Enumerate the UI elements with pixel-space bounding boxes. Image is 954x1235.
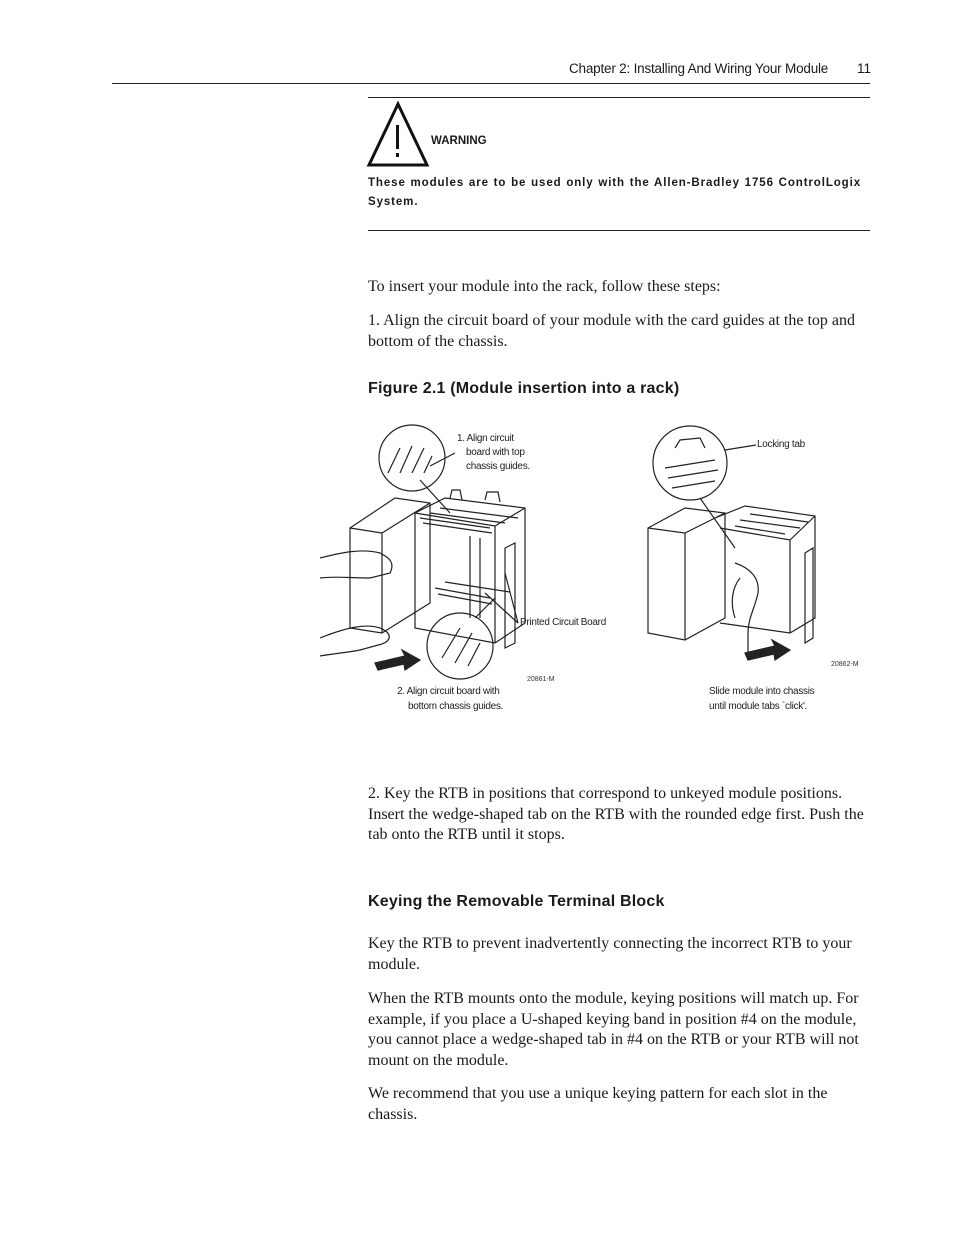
warning-bottom-rule <box>368 230 870 231</box>
keying-paragraph-3: We recommend that you use a unique keying pattern for each slot in the chassis. <box>368 1085 828 1123</box>
intro-paragraph: To insert your module into the rack, follow these steps: <box>368 278 721 295</box>
callout-printed-circuit-board: Printed Circuit Board <box>520 617 606 628</box>
warning-label: WARNING <box>431 135 487 147</box>
callout-align-top-line2: board with top <box>466 447 525 458</box>
section-heading: Keying the Removable Terminal Block <box>368 893 665 910</box>
figure-code-left: 20861-M <box>527 676 555 683</box>
warning-text: These modules are to be used only with the Allen-Bradley 1756 ControlLogix System. <box>368 177 861 208</box>
keying-paragraph-1: Key the RTB to prevent inadvertently connecting the incorrect RTB to your module. <box>368 935 852 973</box>
header-rule <box>112 83 870 84</box>
keying-paragraph-2: When the RTB mounts onto the module, keying positions will match up. For example, if you place a U-shaped keying band in position #4 on the module, you cannot place a wedge-shaped tab in #4 on the RTB or your RTB will not mount on the module. <box>368 990 859 1069</box>
warning-triangle-icon <box>366 101 430 167</box>
callout-locking-tab: Locking tab <box>757 439 805 450</box>
module-insertion-figure <box>320 418 870 723</box>
callout-align-bottom-line2: bottom chassis guides. <box>408 701 504 712</box>
figure-code-right: 20862-M <box>831 661 859 668</box>
callout-align-bottom-line1: 2. Align circuit board with <box>397 686 500 697</box>
callout-slide-line1: Slide module into chassis <box>709 686 815 697</box>
warning-top-rule <box>368 97 870 98</box>
step-2-paragraph: 2. Key the RTB in positions that correspond to unkeyed module positions. Insert the wedge-shaped tab on the RTB with the rounded edge first. Push the tab onto the RTB until it stops. <box>368 785 864 843</box>
step-1-paragraph: 1. Align the circuit board of your module with the card guides at the top and bottom of the chassis. <box>368 312 855 350</box>
module-insertion-illustration <box>320 418 870 723</box>
running-header: Chapter 2: Installing And Wiring Your Module <box>569 61 829 76</box>
callout-align-top-line3: chassis guides. <box>466 461 530 472</box>
figure-caption: Figure 2.1 (Module insertion into a rack) <box>368 380 680 397</box>
page-number: 11 <box>857 61 872 76</box>
callout-slide-line2: until module tabs `click'. <box>709 701 808 712</box>
callout-align-top-line1: 1. Align circuit <box>457 433 514 444</box>
